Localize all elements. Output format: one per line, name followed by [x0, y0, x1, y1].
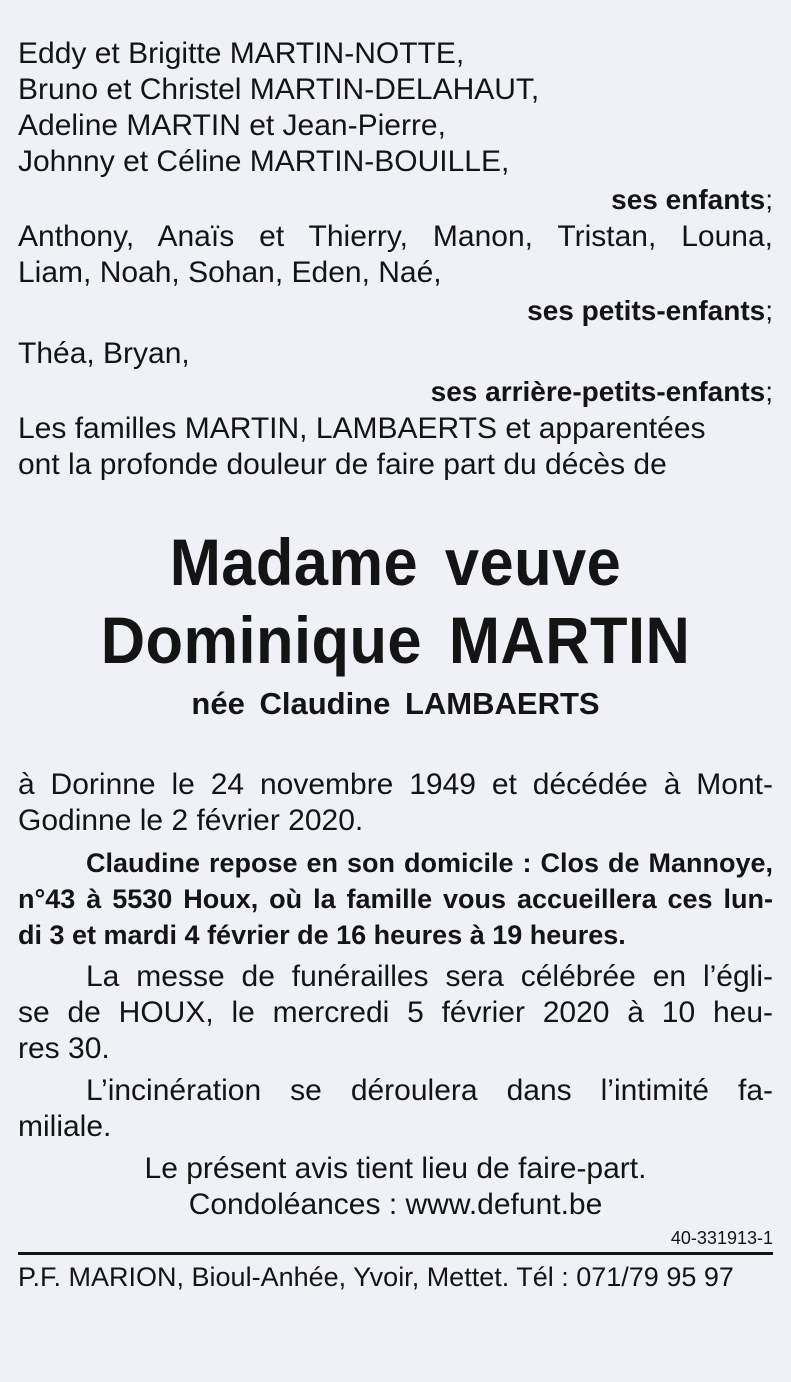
families-line-2: ont la profonde douleur de faire part du décès de — [18, 448, 667, 481]
children-role-label: ses enfants — [611, 184, 766, 215]
deceased-title-line-2: Dominique MARTIN — [100, 603, 691, 677]
grandchildren-section — [18, 219, 773, 330]
visitation-section — [18, 845, 773, 953]
visitation-line-3: di 3 et mardi 4 février de 16 heures à 19 heures. — [18, 920, 626, 950]
maiden-name: née Claudine LAMBAERTS — [191, 686, 600, 721]
children-section — [18, 36, 773, 219]
birth-death-line-2: Godinne le 2 février 2020. — [18, 804, 364, 837]
deceased-title-line-1: Madame veuve — [169, 525, 622, 599]
notice-section — [18, 1151, 773, 1223]
families-section — [18, 411, 773, 483]
cremation-section — [18, 1073, 773, 1145]
notice-line-1: Le présent avis tient lieu de faire-part. — [144, 1152, 647, 1185]
children-line-4: Johnny et Céline MARTIN-BOUILLE, — [18, 145, 510, 178]
reference-number: 40-331913-1 — [670, 1228, 773, 1248]
grandchildren-role — [18, 291, 773, 330]
grandchildren-role-label: ses petits-enfants — [527, 295, 766, 326]
divider — [18, 1252, 773, 1255]
children-role-punct: ; — [765, 184, 773, 215]
cremation-line-2: miliale. — [18, 1110, 112, 1143]
children-role — [18, 180, 773, 219]
great-grandchildren-role-label: ses arrière-petits-enfants — [430, 376, 766, 407]
great-grandchildren-line-1: Théa, Bryan, — [18, 337, 190, 370]
birth-death-section — [18, 767, 773, 839]
funeral-mass-section — [18, 959, 773, 1067]
visitation-line-2: n°43 à 5530 Houx, où la famille vous accueillera ces lun- — [18, 884, 773, 914]
children-line-2: Bruno et Christel MARTIN-DELAHAUT, — [18, 73, 540, 106]
visitation-line-1: Claudine repose en son domicile : Clos de Mannoye, — [86, 848, 773, 878]
funeral-mass-line-2: se de HOUX, le mercredi 5 février 2020 à 10 heu- — [18, 996, 773, 1029]
cremation-line-1: L’incinération se déroulera dans l’intimité fa- — [86, 1074, 773, 1107]
children-line-3: Adeline MARTIN et Jean-Pierre, — [18, 109, 446, 142]
grandchildren-line-2: Liam, Noah, Sohan, Eden, Naé, — [18, 256, 442, 289]
funeral-mass-line-3: res 30. — [18, 1032, 110, 1065]
grandchildren-role-punct: ; — [765, 295, 773, 326]
children-line-1: Eddy et Brigitte MARTIN-NOTTE, — [18, 37, 465, 70]
funeral-home-footer: P.F. MARION, Bioul-Anhée, Yvoir, Mettet. Tél : 071/79 95 97 — [18, 1262, 734, 1292]
great-grandchildren-role-punct: ; — [765, 376, 773, 407]
funeral-mass-line-1: La messe de funérailles sera célébrée en l’égli- — [86, 960, 773, 993]
families-line-1: Les familles MARTIN, LAMBAERTS et apparentées — [18, 412, 706, 445]
condolences-line: Condoléances : www.defunt.be — [188, 1188, 603, 1221]
great-grandchildren-role — [18, 372, 773, 411]
birth-death-line-1: à Dorinne le 24 novembre 1949 et décédée à Mont- — [18, 768, 773, 801]
grandchildren-line-1: Anthony, Anaïs et Thierry, Manon, Tristan, Louna, — [18, 220, 773, 253]
great-grandchildren-section — [18, 336, 773, 411]
